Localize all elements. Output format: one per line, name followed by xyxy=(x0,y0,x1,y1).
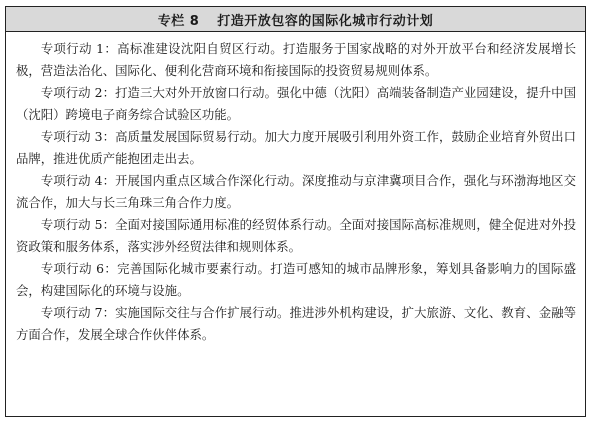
action-text: 实施国际交往与合作扩展行动。推进涉外机构建设，扩大旅游、文化、教育、金融等方面合作，发展全球合作伙伴体系。 xyxy=(16,305,577,342)
action-text: 完善国际化城市要素行动。打造可感知的城市品牌形象，筹划具备影响力的国际盛会，构建国际化的环境与设施。 xyxy=(16,261,577,298)
action-item-1 xyxy=(16,38,576,82)
action-label: 专项行动 5： xyxy=(40,217,116,232)
action-text: 高标准建设沈阳自贸区行动。打造服务于国家战略的对外开放平台和经济发展增长极，营造法治化、国际化、便利化营商环境和衔接国际的投资贸易规则体系。 xyxy=(16,41,577,78)
action-label: 专项行动 1： xyxy=(40,41,118,56)
action-label: 专项行动 7： xyxy=(40,305,116,320)
action-item-4 xyxy=(16,170,576,214)
action-text: 开展国内重点区域合作深化行动。深度推动与京津冀项目合作，强化与环渤海地区交流合作，加大与长三角珠三角合作力度。 xyxy=(16,173,577,210)
action-label: 专项行动 3： xyxy=(40,129,116,144)
box-heading xyxy=(158,10,434,29)
action-text: 打造三大对外开放窗口行动。强化中德（沈阳）高端装备制造产业园建设，提升中国（沈阳）跨境电子商务综合试验区功能。 xyxy=(16,85,577,122)
action-text: 全面对接国际通用标准的经贸体系行动。全面对接国际高标准规则，健全促进对外投资政策和服务体系，落实涉外经贸法律和规则体系。 xyxy=(16,217,577,254)
action-item-7 xyxy=(16,302,576,346)
box-body xyxy=(6,32,585,346)
box-header xyxy=(6,7,585,32)
action-item-6 xyxy=(16,258,576,302)
action-label: 专项行动 2： xyxy=(40,85,116,100)
action-label: 专项行动 4： xyxy=(40,173,116,188)
action-item-3 xyxy=(16,126,576,170)
box-title: 打造开放包容的国际化城市行动计划 xyxy=(217,13,434,29)
action-text: 高质量发展国际贸易行动。加大力度开展吸引利用外资工作，鼓励企业培育外贸出口品牌，推进优质产能抱团走出去。 xyxy=(16,129,577,166)
action-item-5 xyxy=(16,214,576,258)
action-item-2 xyxy=(16,82,576,126)
action-label: 专项行动 6： xyxy=(40,261,118,276)
column-label: 专栏 8 xyxy=(157,13,200,29)
feature-box xyxy=(5,6,586,417)
